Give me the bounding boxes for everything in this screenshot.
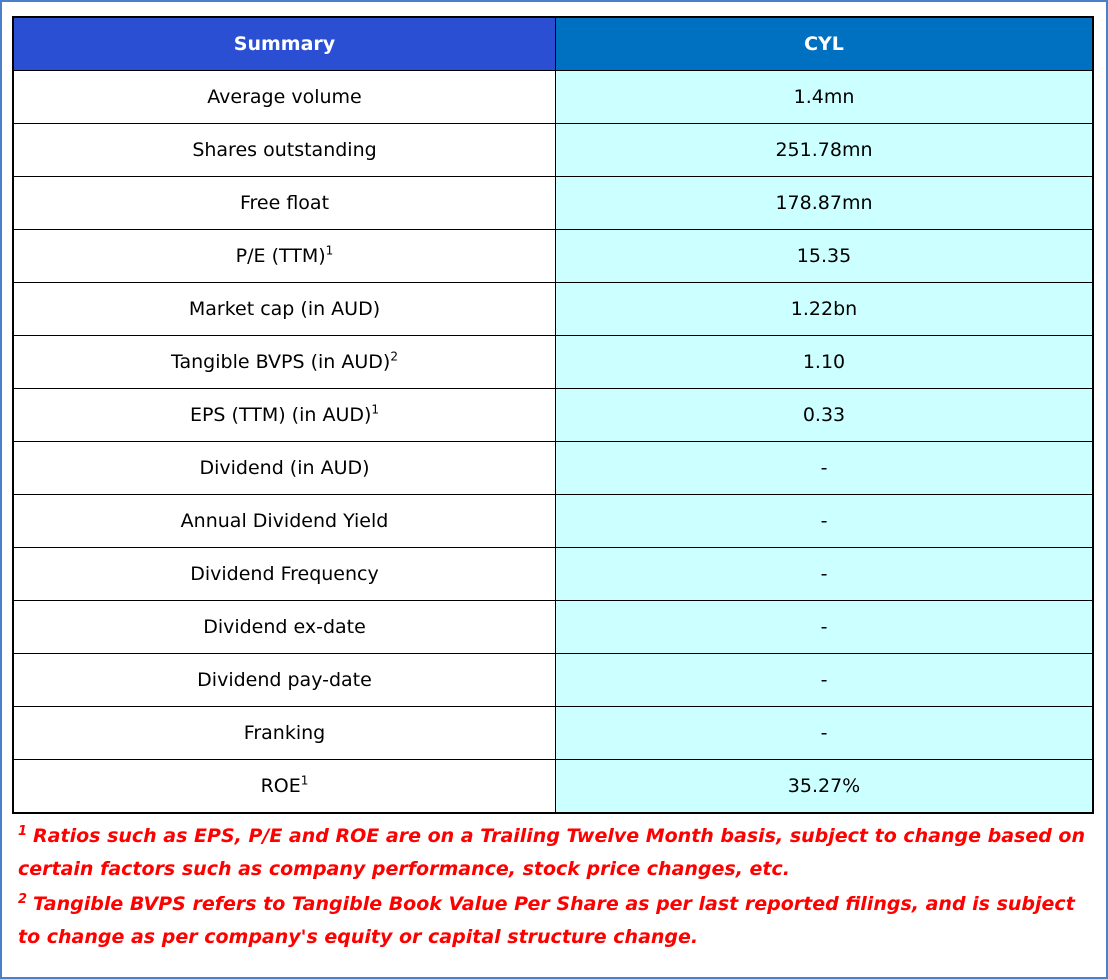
footnote-marker: 1 (325, 243, 334, 258)
row-value: 1.22bn (556, 283, 1094, 336)
footnotes (18, 820, 1098, 956)
table-row (13, 495, 1093, 548)
row-value: - (556, 442, 1094, 495)
table-row (13, 442, 1093, 495)
table-row (13, 654, 1093, 707)
summary-header: Summary (13, 17, 556, 71)
table-row (13, 283, 1093, 336)
table-row (13, 389, 1093, 442)
table-row (13, 177, 1093, 230)
footnote-number: 2 (18, 891, 28, 907)
table-row (13, 601, 1093, 654)
row-value: 178.87mn (556, 177, 1094, 230)
footnote-text: Ratios such as EPS, P/E and ROE are on a Trailing Twelve Month basis, subject to change based on certain factors such as company performance, stock price changes, etc. (18, 825, 1086, 880)
row-label: Dividend ex-date (13, 601, 556, 654)
footnote-marker: 1 (371, 402, 380, 417)
footnote (18, 820, 1098, 886)
footnote-number: 1 (18, 823, 28, 839)
table-row (13, 760, 1093, 814)
table-row (13, 124, 1093, 177)
row-label: Dividend (in AUD) (13, 442, 556, 495)
row-label: Free float (13, 177, 556, 230)
row-value: 15.35 (556, 230, 1094, 283)
row-value: - (556, 707, 1094, 760)
table-row (13, 71, 1093, 124)
table-row (13, 336, 1093, 389)
row-label: Average volume (13, 71, 556, 124)
ticker-header: CYL (556, 17, 1094, 71)
footnote (18, 888, 1098, 954)
table-row (13, 707, 1093, 760)
row-value: - (556, 548, 1094, 601)
row-label: Market cap (in AUD) (13, 283, 556, 336)
row-value: 0.33 (556, 389, 1094, 442)
table-row (13, 230, 1093, 283)
row-value: - (556, 495, 1094, 548)
row-label: Tangible BVPS (in AUD)$^2$ (13, 336, 556, 389)
table-header-row (13, 17, 1093, 71)
row-value: 251.78mn (556, 124, 1094, 177)
row-label: Dividend Frequency (13, 548, 556, 601)
row-value: 35.27% (556, 760, 1094, 814)
footnote-text: Tangible BVPS refers to Tangible Book Value Per Share as per last reported filings, and is subject to change as per company's equity or capital structure change. (18, 893, 1075, 948)
row-label: P/E (TTM)$^1$ (13, 230, 556, 283)
row-label: Shares outstanding (13, 124, 556, 177)
row-label: Dividend pay-date (13, 654, 556, 707)
footnote-marker: 1 (300, 773, 309, 788)
footnote-marker: 2 (390, 349, 398, 364)
table-row (13, 548, 1093, 601)
row-value: - (556, 601, 1094, 654)
row-label: Franking (13, 707, 556, 760)
row-label: ROE$^1$ (13, 760, 556, 814)
row-value: 1.4mn (556, 71, 1094, 124)
summary-table (12, 16, 1094, 814)
row-label: Annual Dividend Yield (13, 495, 556, 548)
row-value: 1.10 (556, 336, 1094, 389)
row-label: EPS (TTM) (in AUD)$^1$ (13, 389, 556, 442)
row-value: - (556, 654, 1094, 707)
